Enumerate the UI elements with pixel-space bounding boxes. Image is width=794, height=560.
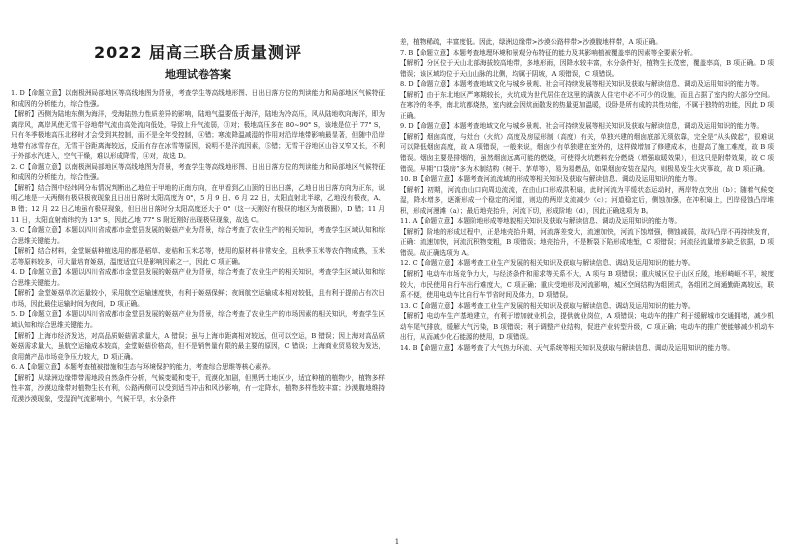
paragraph: 11. A【命题立意】本题阶地形成等地貌相关知识及获取与解读信息、调动及运用知识的能力等。 (400, 217, 682, 226)
paragraph: 4. D【命题立意】本题以四川省成都市金堂县发展的姬菇产业为背景，综合考查了农业生产的相关知识，考查学生区域认知和综合思维关键能力。 (11, 268, 385, 287)
document-subtitle: 地理试卷答案 (165, 68, 231, 81)
paragraph: 【解析】分区位于天山北部海拔较高地带，多地形雨，因降水较丰富，水分条件好，植物生长茂密，覆盖率高，B 项正确。D 项错误；该区域均位于天山山脉的北侧，均属于阴坡，A 项错误，C 项错误。 (400, 59, 774, 78)
paragraph: 【解析】电动车市场竞争力大，与经济条件和需求等关系不大，A 项与 B 项错误；重庆城区位于山区丘陵，地形崎岖不平，坡度较大，市民使用自行车出行难度大，C 项正确；重庆受地形及河流影响，城区空间结构为组团式，各组团之间通勤距离较远，联系不便，使用电动车比自行车节省时间及体力，D 项错误。 (400, 270, 774, 300)
paragraph: 1. D【命题立意】以南极洲局部地区等高线地图为背景，考查学生等高线地形图、日出日落方位的判读能力和局部地区气候特征和成因的分析能力，综合性强。 (11, 89, 385, 108)
page-number: 1 (394, 538, 400, 546)
paragraph: 14. B【命题立意】本题考查了大气热力环流、天气系统等相关知识及获取与解读信息、调动及运用知识的能力等。 (400, 343, 734, 352)
left-column (11, 0, 385, 404)
paragraph: 【解析】烟囱高度，与灶台（火炕）高度及房屋形制（高度）有关，单独兴建的烟囱底部无须依靠，完全是“从头做起”，很难说可以降低烟囱高度，故 A 项错误，一般来说，烟囱少有单独建在室外的，这样做增加了修建成本，也提高了施工难度，故 B 项错误。烟囱主要是排烟的，虽然烟囱远离可能的燃烧，可使得火坑燃料充分燃烧（增强取暖效果），但这只是附带效果，故 C 项错误。早期“口袋房”多为木制结构（树干、茅草等），易为易燃品，如果烟囱安装在屋内，则极易发生火灾事故，故 D 项正确。 (400, 132, 774, 173)
paragraph: 【解析】金堂姬菇单次运量较小，采用航空运输速度快，有利于姬菇保鲜；夜间航空运输成本相对较低，且有利于提前占有次日市场，因此最佳运输时间为夜间，D 项正确。 (11, 289, 385, 308)
paragraph: 9. D【命题立意】本题考查地域文化与城乡景观、社会可持续发展等相关知识及获取与解读信息，调动及运用知识的能力等。 (400, 122, 764, 131)
document-title: 2022 届高三联合质量测评 (93, 43, 303, 62)
paragraph: 12. C【命题立意】本题考查工业生产发展的相关知识及获取与解读信息、调动及运用知识的能力等。 (400, 259, 695, 268)
paragraph: 13. C【命题立意】本题考查工业生产发展的相关知识及获取与解读信息、调动及运用知识的能力等。 (400, 301, 695, 310)
paragraph: 5. D【命题立意】本题以四川省成都市金堂县发展的姬菇产业为背景，综合考查了农业生产的市场因素的相关知识，考查学生区域认知和综合思维关键能力。 (11, 310, 385, 330)
paragraph: 【解析】西侧为陆地东侧为海洋，受海陆热力性质差异的影响，陆地气温要低于海洋，陆地为冷高压，风从陆地吹向海洋，即为离岸风，离岸风使无雪干谷地带气流由高处流向低处，导致上升气流弱，③对；极地高压多在 80~90° S，该地是位于 77° S，只有冬季极地高压北移时才会受到其控制，而不是全年受控制，④错；寒流降温减湿的作用对沿岸地带影响最显著，但随中沿岸地带有冰雪存在，无雪干谷距离海较远，反而有存在冰雪等原因，说明不是洋流因素，⑤错；无雪干谷地区山谷又窄又长，不利于外部水汽进入，空气干燥，难以形成降雪，④对，故选 D。 (11, 110, 385, 161)
paragraph: 差，植物稀疏，丰富度低。因此，绿洲边缘带>沙漠公路样带>沙漠腹地样带，A 项正确。 (400, 38, 662, 46)
paragraph: 3. C【命题立意】本题以四川省成都市金堂县发展的姬菇产业为背景，综合考查了农业生产的相关知识，考查学生区域认知和综合思维关键能力。 (11, 226, 385, 245)
left-column-text (11, 88, 385, 404)
paragraph: 7. B【命题立意】本题考查地理环境和景观分布特征的能力及其影响植被覆盖率的因素等全要素分析。 (400, 48, 697, 57)
right-column-text (400, 37, 774, 353)
right-column (400, 0, 774, 353)
paragraph: 【解析】阶地的形成过程中，正是地壳抬升期，河流落差变大，流速加快，河流下蚀增强，侧蚀减弱，故四凸岸不再持续发育，正确：流速加快，河流沉积物变粗，B 项错误；地壳抬升，不是断裂下陷形成地堑，C 项错误；河流径流量增多缺乏依据，D 项错误。故正确选项为 A。 (400, 227, 774, 257)
paragraph: 【解析】由于东北地区严寒期较长，火坑成为世代居住在这里的满族人住宅中必不可少的设施，而且占据了室内的大部分空间。在寒冷的冬季，南北坑都烧热，室内就会因炕面散发的热量更加温暖，设卧是所有成的共性功能，不属于独特的功能，因此 D 项正确。 (400, 90, 774, 120)
paragraph: 【解析】结合材料，金堂姬菇种植选用的都是稻草、麦秸和玉米芯等，使用的原材料非常安全，且秋季玉米等农作物成熟，玉米芯等原料较多，可大量培育姬菇，温度适宜只是影响因素之一，因此 C 项正确。 (11, 247, 385, 266)
paragraph: 【解析】结合图中经纬网分布情况判断出乙地位于甲地的正南方向，在甲看到乙山顶的日出日落，乙地日出日落方向为正东，说明乙地是一天两侧有极昼极夜现象且日出日落时太阳高度为 0°，5 月 9 日、6 月 22 日，太阳直射北半球，乙地没有极夜，A、B 错；12 月 22 日乙地虽有极昼现象，但日出日落时分太阳高度还大于 0°（这一天刚好有极昼的地区为南极圈），D 错；11 月 11 日，太阳直射南纬约为 13° S，因此乙地 77° S 附近刚好出现极昼现象，故选 C。 (11, 183, 385, 224)
paragraph: 【解析】电动车生产基地建立，有利于增加就业机会，提供就业岗位，A 项错误；电动车的推广利于缓解城市交通拥堵，减少机动车尾气排放，缓解大气污染，B 项错误；利于调整产业结构，促进产业转型升级，C 项正确；电动车的推广使能够减少机动车出行，从而减少化石能源的使用，D 项错误。 (400, 312, 774, 342)
paragraph: 6. A【命题立意】本题考查植被措施和生态与环境保护的能力，考查综合思维等核心素养。 (11, 363, 275, 372)
paragraph: 【解析】上海市经济发达，对高品质姬菇需求量大，A 错误；虽与上海市距离相对较远，但可以空运，B 错误；因上海对高品质姬菇需求量大，虽航空运输成本较高，金堂姬菇价格高，但不是销售量有限的最主要的原因，C 错误；上海商业贸易较为发达，食用菌产品市场竞争压力较大，D 项正确。 (11, 331, 385, 361)
paragraph: 10. B【命题立意】本题考查河流流域的形成等相关知识及获取与解读信息、调动及运用知识的能力等。 (400, 175, 701, 184)
paragraph: 【解析】从绿洲边缘带带需地段自然条件分析，气候变暖和变干，荒漠化加剧，但黑钙土地区少，适宜种植的植物少，植物多样性丰富，沙漠边缘带对植物生长有利，公路两侧可以受到适当冲击和风沙影响，有一定降水，植物多样性较丰富；沙漠腹地维持荒漠沙漠现象，受湿润气流影响小，气候干旱，水分条件 (11, 373, 385, 403)
paragraph: 2. C【命题立意】以南极洲局部地区等高线地图为背景，考查学生等高线地形图、日出日落方位的判读能力和局部地区气候特征和成因的分析能力，综合性强。 (11, 162, 385, 182)
paragraph: 8. D【命题立意】本题考查地域文化与城乡景观、社会可持续发展等相关知识及获取与解读信息、调动及运用知识的能力等。 (400, 80, 764, 89)
paragraph: 【解析】初期，河流由山口向周边流流，在由山口形成洪积扇，此时河流为平缓状态运动时，两岸特点突出（b）；随着气候变湿，降水增多，逐渐形成一个稳定的河道，则边的两岸支流减少（c）；河道稳定后，侧蚀加强，在冲积扇上，凹岸侵蚀凸岸堆积，形成河漫滩（a）；最后地壳抬升，河流下切，形成阶地（d），因此正确选项为 B。 (400, 185, 774, 215)
